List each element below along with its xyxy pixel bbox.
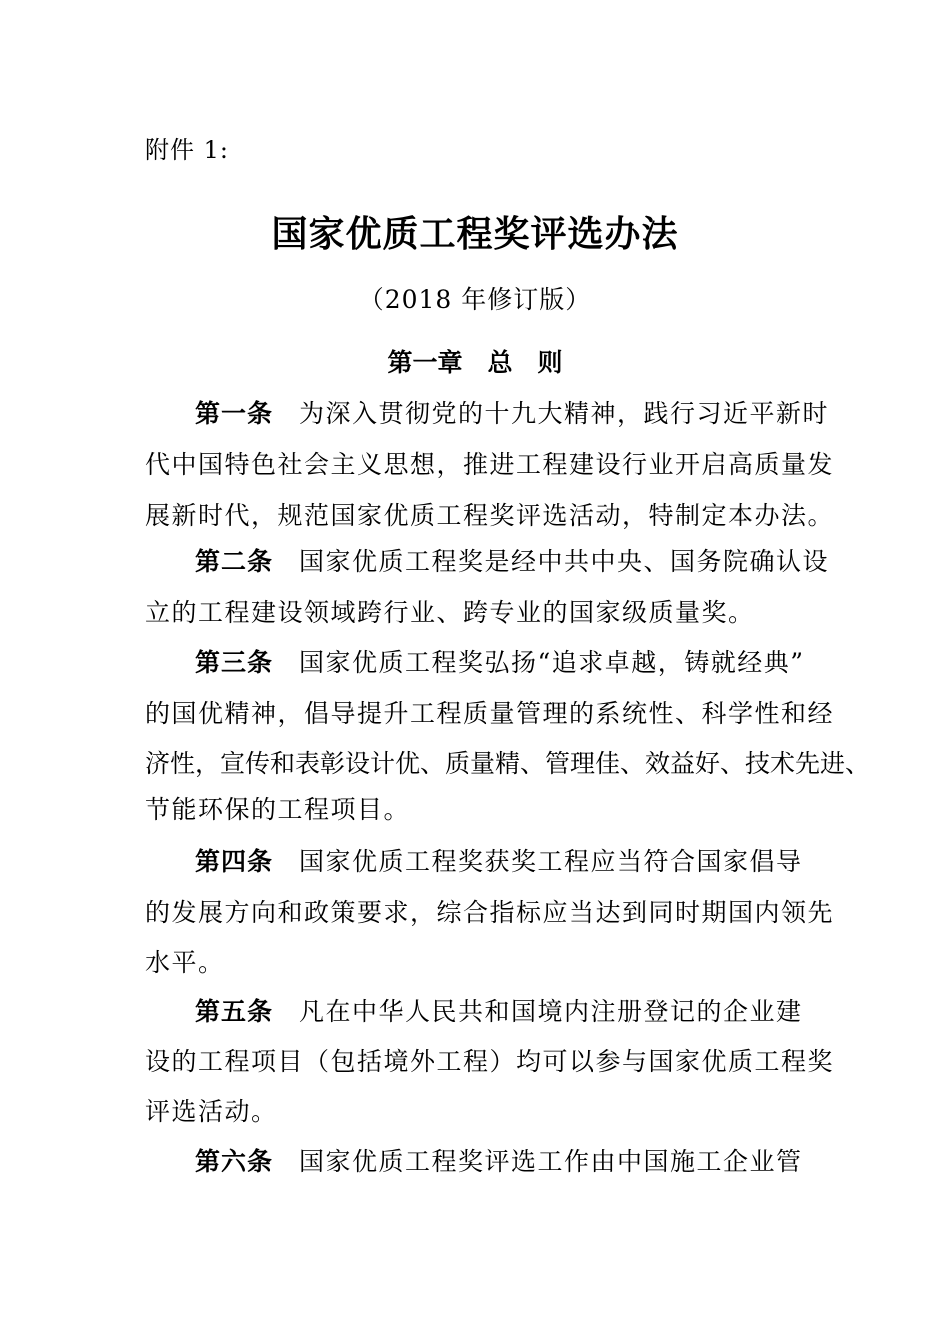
article-4-label: 第四条 <box>195 847 274 876</box>
article-2-label: 第二条 <box>195 547 274 576</box>
article-5-line-1 <box>195 993 803 1031</box>
article-5-line-3: 评选活动。 <box>145 1097 278 1126</box>
document-title: 国家优质工程奖评选办法 <box>271 214 679 255</box>
article-1-text: 为深入贯彻党的十九大精神，践行习近平新时 <box>299 399 830 428</box>
article-5-line-2: 设的工程项目（包括境外工程）均可以参与国家优质工程奖 <box>145 1047 835 1076</box>
article-4-text: 国家优质工程奖获奖工程应当符合国家倡导 <box>299 847 803 876</box>
chapter-heading: 第一章 总 则 <box>387 348 563 377</box>
article-2-text: 国家优质工程奖是经中共中央、国务院确认设 <box>299 547 830 576</box>
article-3-line-1 <box>195 644 805 682</box>
article-3-text: 国家优质工程奖弘扬“追求卓越，铸就经典” <box>299 648 805 677</box>
article-6-line-1 <box>195 1143 803 1181</box>
article-1-line-2: 代中国特色社会主义思想，推进工程建设行业开启高质量发 <box>145 450 835 479</box>
article-4-line-1 <box>195 843 803 881</box>
article-1-line-1 <box>195 395 829 433</box>
article-4-line-2: 的发展方向和政策要求，综合指标应当达到同时期国内领先 <box>145 898 835 927</box>
article-3-line-3: 济性，宣传和表彰设计优、质量精、管理佳、效益好、技术先进、 <box>145 749 871 778</box>
article-1-label: 第一条 <box>195 399 274 428</box>
article-2-line-1 <box>195 543 829 581</box>
attachment-label: 附件 1: <box>145 136 229 164</box>
article-5-label: 第五条 <box>195 997 274 1026</box>
article-5-text: 凡在中华人民共和国境内注册登记的企业建 <box>299 997 803 1026</box>
article-3-label: 第三条 <box>195 648 274 677</box>
article-6-text: 国家优质工程奖评选工作由中国施工企业管 <box>299 1147 803 1176</box>
document-subtitle: （2018 年修订版） <box>358 285 592 314</box>
article-4-line-3: 水平。 <box>145 948 225 977</box>
article-1-line-3: 展新时代，规范国家优质工程奖评选活动，特制定本办法。 <box>145 501 835 530</box>
article-6-label: 第六条 <box>195 1147 274 1176</box>
article-3-line-4: 节能环保的工程项目。 <box>145 795 411 824</box>
article-2-line-2: 立的工程建设领域跨行业、跨专业的国家级质量奖。 <box>145 598 755 627</box>
article-3-line-2: 的国优精神，倡导提升工程质量管理的系统性、科学性和经 <box>145 699 835 728</box>
